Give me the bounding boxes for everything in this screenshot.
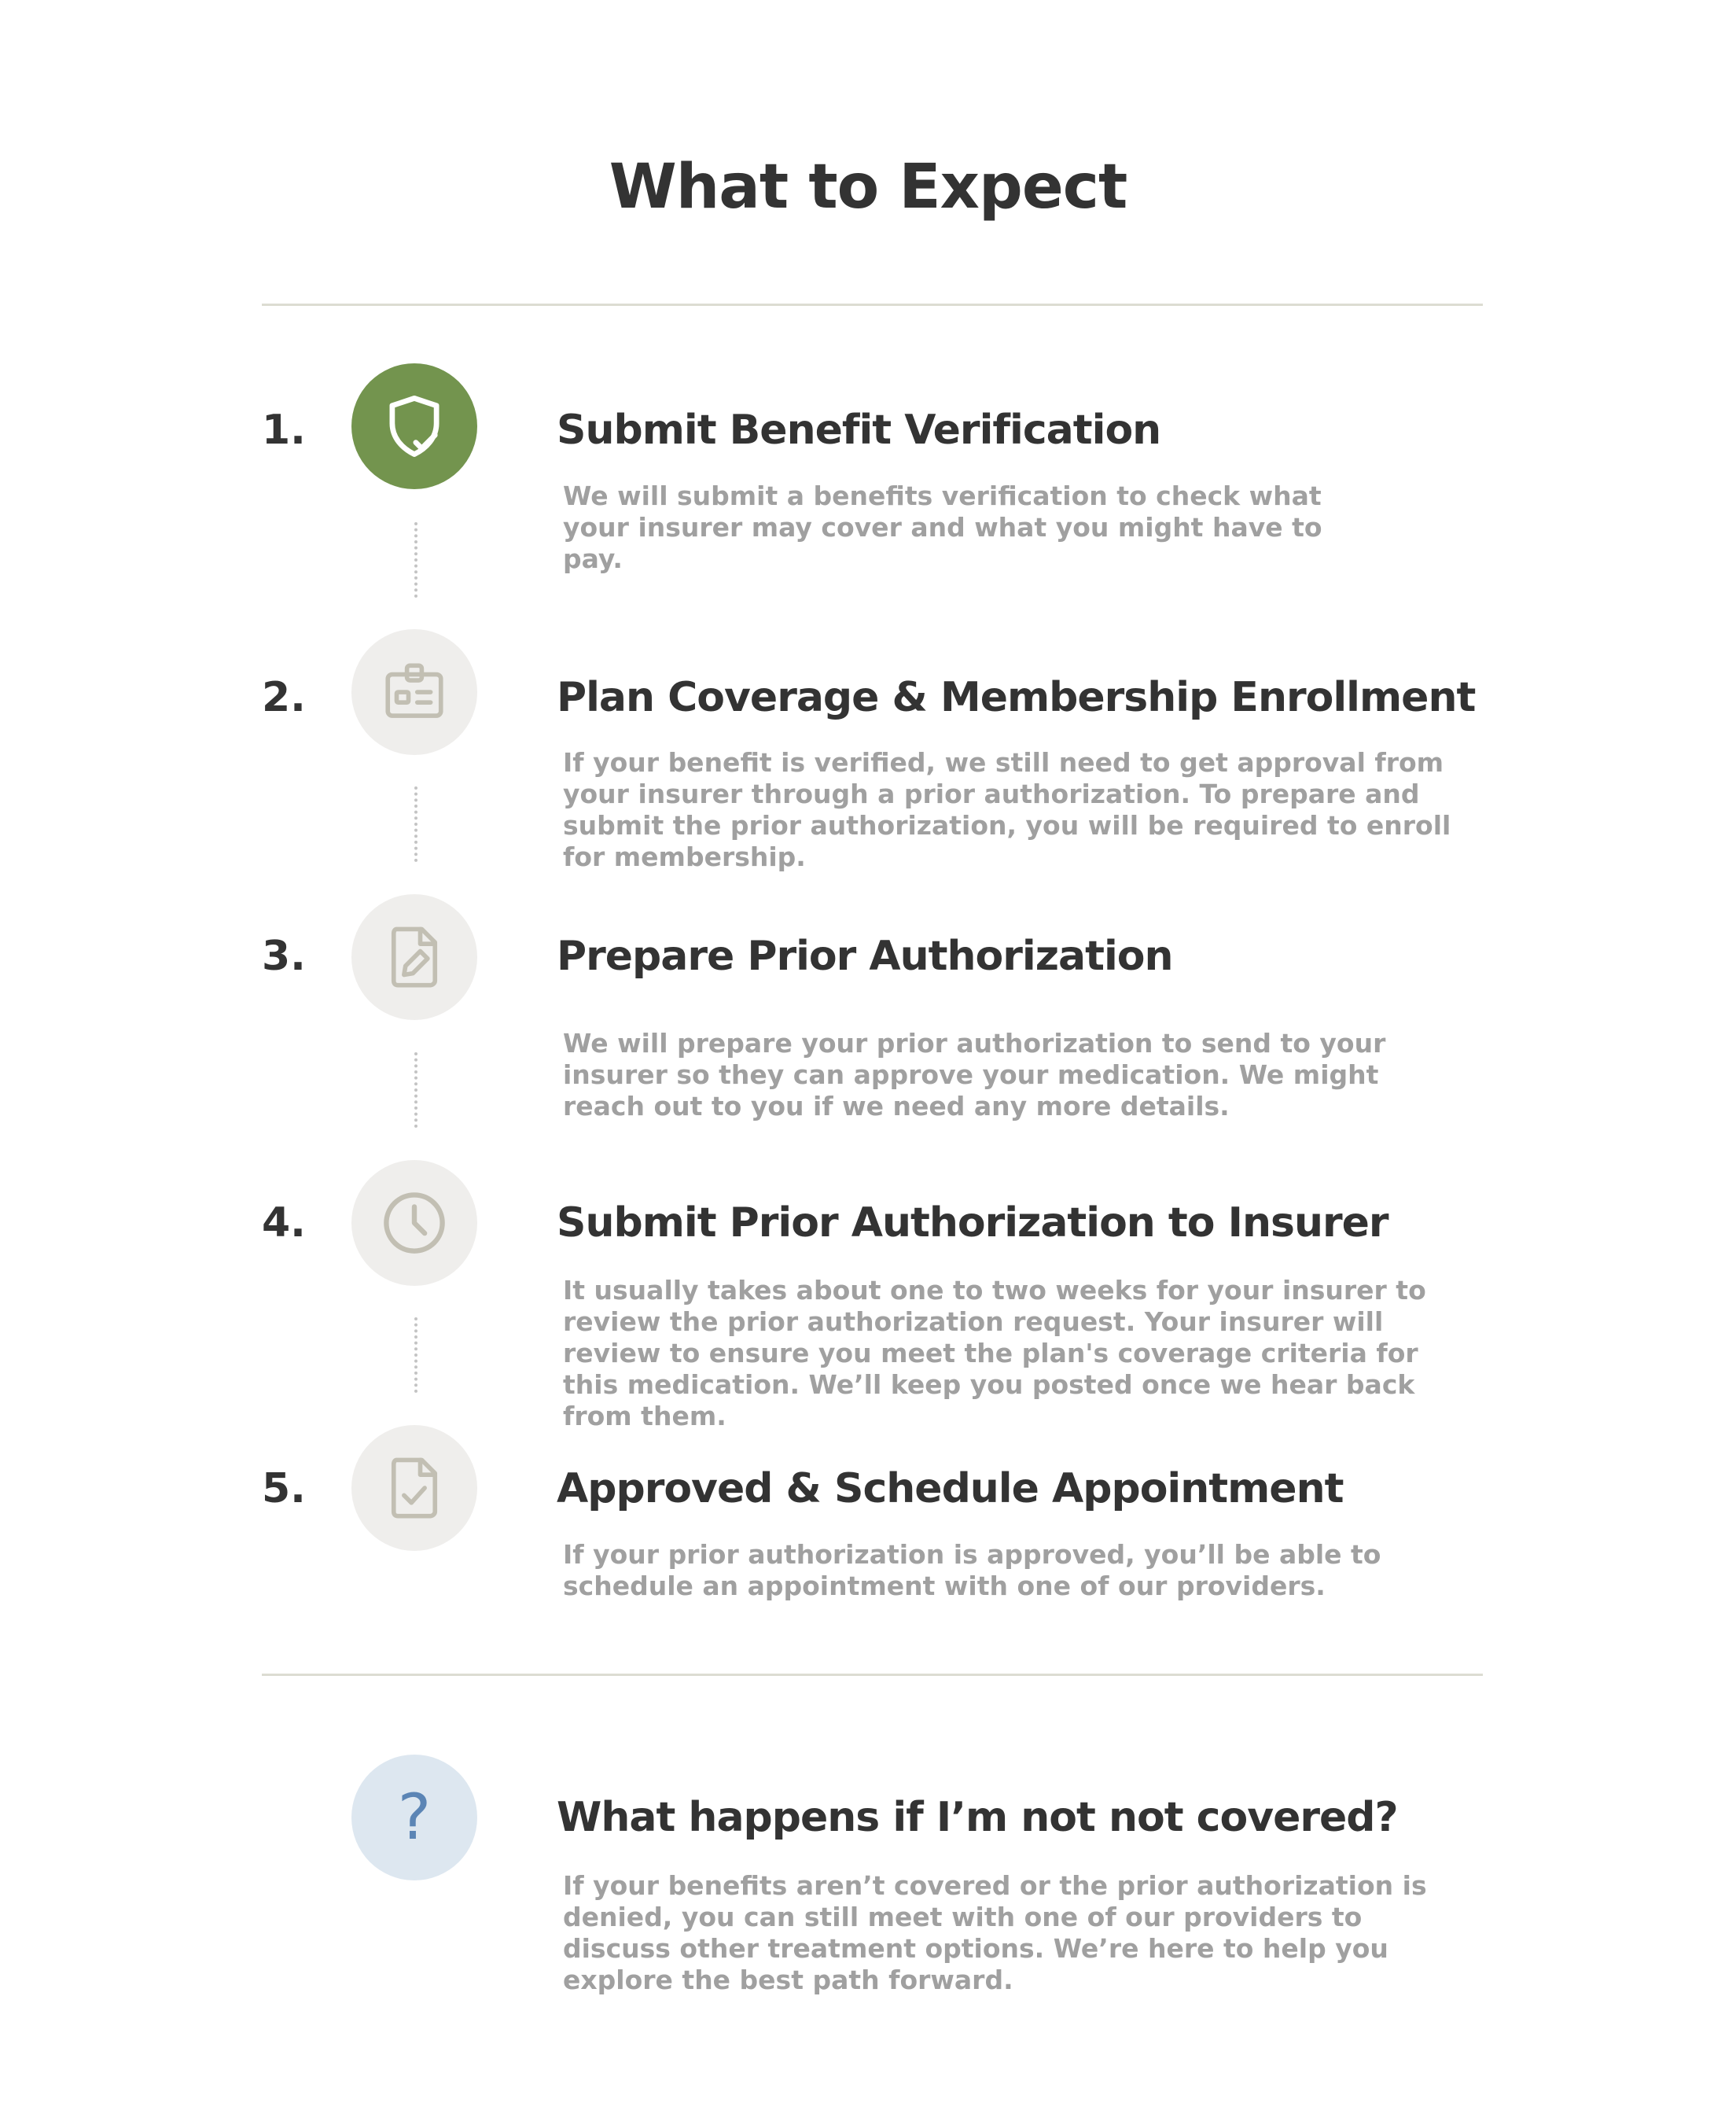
step-description: If your prior authorization is approved, you’ll be able to schedule an appointment with one of our providers.	[563, 1539, 1381, 1601]
top-divider	[262, 304, 1483, 306]
step-title: Submit Prior Authorization to Insurer	[557, 1199, 1388, 1247]
step-icon-circle	[351, 1425, 477, 1551]
step-icon-circle	[351, 894, 477, 1020]
step-number: 5.	[262, 1465, 306, 1512]
help-icon-circle	[351, 1755, 477, 1880]
step-number: 2.	[262, 674, 306, 721]
step-description: We will prepare your prior authorization to send to your insurer so they can approve your medication. We might reach out to you if we need any more details.	[563, 1028, 1386, 1121]
step-connector	[414, 1317, 417, 1393]
step-icon-circle	[351, 629, 477, 755]
page-title: What to Expect	[609, 152, 1127, 223]
help-title: What happens if I’m not not covered?	[557, 1794, 1398, 1841]
help-description: If your benefits aren’t covered or the prior authorization is denied, you can still meet with one of our providers to discuss other treatment options. We’re here to help you explore the best path forward.	[563, 1870, 1427, 1995]
id-badge-icon	[379, 657, 450, 727]
step-number: 1.	[262, 407, 306, 454]
step-title: Approved & Schedule Appointment	[557, 1465, 1344, 1512]
shield-check-icon	[379, 391, 450, 462]
step-title: Plan Coverage & Membership Enrollment	[557, 674, 1476, 721]
step-description: It usually takes about one to two weeks for your insurer to review the prior authorization request. Your insurer will review to ensure you meet the plan's coverage criteria for this medication. We’ll keep you posted once we hear back from them.	[563, 1275, 1426, 1431]
document-edit-icon	[379, 922, 450, 993]
document-check-icon	[379, 1453, 450, 1523]
question-mark-icon: ?	[397, 1781, 432, 1854]
bottom-divider	[262, 1674, 1483, 1676]
clock-icon	[379, 1188, 450, 1258]
step-title: Submit Benefit Verification	[557, 407, 1161, 454]
step-number: 4.	[262, 1199, 306, 1247]
step-description: We will submit a benefits verification to check what your insurer may cover and what you might have to pay.	[563, 481, 1322, 574]
step-icon-circle	[351, 363, 477, 489]
step-connector	[414, 522, 417, 598]
step-connector	[414, 1052, 417, 1128]
step-number: 3.	[262, 933, 306, 980]
step-description: If your benefit is verified, we still need to get approval from your insurer through a prior authorization. To prepare and submit the prior authorization, you will be required to enroll for membership.	[563, 747, 1451, 872]
step-connector	[414, 786, 417, 862]
step-title: Prepare Prior Authorization	[557, 933, 1173, 980]
step-icon-circle	[351, 1160, 477, 1286]
